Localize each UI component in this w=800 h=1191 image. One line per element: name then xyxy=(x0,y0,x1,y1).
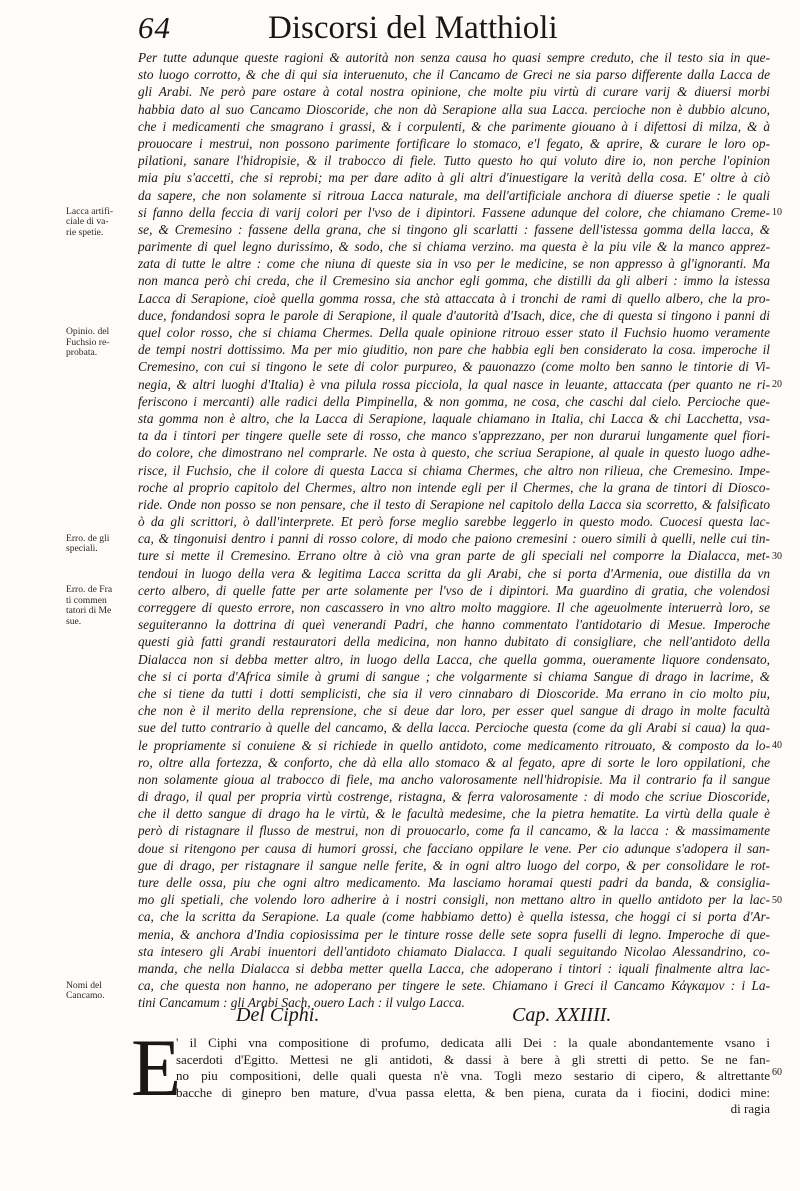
text-line: che i medicamenti che smagrano i grassi, & i corpulenti, & che parimente giouano à i difettosi di milza, & à xyxy=(138,118,770,134)
margin-note xyxy=(66,207,128,239)
margin-note-line: ti commen xyxy=(66,594,107,606)
margin-note-line: Erro. de gli xyxy=(66,532,110,544)
text-line: ride. Onde non posso se non pensare, che il testo di Serapione nel capitolo della Lacca sia scorretto, & falsificato xyxy=(138,496,770,512)
text-line: mo gli spetiali, che volendo loro adherire à i nostri consigli, non mettano altro in quello antidoto per la lac- xyxy=(138,892,770,908)
text-line: sta intesero gli Arabi inuentori dell'antidoto chiamato Dialacca. I quali seguitando Nicolao Alessandrino, co- xyxy=(138,943,770,959)
page-header xyxy=(138,10,778,50)
margin-note xyxy=(66,534,128,555)
text-line: duce, fondandosi sopra le parole di Serapione, il quale d'autorità d'Isach, dice, che di questa si tingono i panni di xyxy=(138,307,770,323)
margin-note xyxy=(66,327,128,359)
text-line: manda, che nella Dialacca si debba metter quella Lacca, che adoperano i tintori : iquali finalmente altra lac- xyxy=(138,960,770,976)
text-line: negia, & altri luoghi d'Italia) è vna pilula rossa picciola, la qual nasce in leuante, attaccata (per quanto ne ri- xyxy=(138,376,770,392)
margin-note-line: Lacca artifi- xyxy=(66,205,114,217)
chapter-heading xyxy=(236,1004,696,1034)
text-line: questi già fatti grandi restauratori della medicina, non hanno dubitato di consigliare, che nell'antidoto della xyxy=(138,634,770,650)
margin-note-line: Erro. de Fra xyxy=(66,584,113,596)
text-line: che il detto sangue di drago ha le virtù, & le facultà medesime, che la pietra hematite. La virtù della quale è xyxy=(138,806,770,822)
margin-note-line: Opinio. del xyxy=(66,326,110,338)
text-line: do colore, che dimostrano nel comprarle. Ne osta à questo, che scriua Serapione, al quale in questo luogo adhe- xyxy=(138,445,770,461)
margin-note-line: ciale di va- xyxy=(66,216,109,228)
chapter-text-line: sacerdoti d'Egitto. Mettesi ne gli antidoti, & dassi à bere à gli stretti di petto. Se ne fan- xyxy=(176,1051,770,1067)
text-line: ca, che la scritta da Serapione. La quale (come habbiamo detto) è quella istessa, che hoggi ci si porta d'Ar- xyxy=(138,909,770,925)
text-line: non solamente gioua al trabocco di fiele, ma ancho valorosamente nell'hidropisie. Ma il contrario fa il sangue xyxy=(138,771,770,787)
text-line: doue si ritengono per causa di humori grossi, che facciano oppilare le vene. Per cio adunque s'adopera il san- xyxy=(138,840,770,856)
text-line: sto luogo corrotto, & che di qui sia interuenuto, che il Cancamo de Greci ne sia parso differente dalla Lacca de xyxy=(138,67,770,83)
margin-note-line: Cancamo. xyxy=(66,990,105,1002)
text-line: zata di tutte le altre : come che niuna di queste sia in vso per le medicine, se non appresso à gl'ignoranti. Ma xyxy=(138,256,770,272)
text-line: ca, & tingonuisi dentro i panni di rosso colore, di modo che paiono cremesini : ouero simili à quelli, nelle cui tin- xyxy=(138,531,770,547)
line-number: 60 xyxy=(772,1067,782,1078)
text-line: Per tutte adunque queste ragioni & autorità non senza causa ho quasi sempre creduto, che il testo sia in que- xyxy=(138,50,770,65)
margin-note-line: speciali. xyxy=(66,543,98,555)
margin-note xyxy=(66,585,128,627)
text-line: di drago, il qual per propria virtù costrenge, ristagna, & ferra valorosamente : di modo che scriue Dioscoride, xyxy=(138,789,770,805)
margin-note xyxy=(66,981,128,1002)
chapter-text-line: ' il Ciphi vna compositione di profumo, dedicata alli Dei : la quale abondantemente vsano i xyxy=(176,1035,770,1050)
text-line: feriscono i mercanti) alle radici della Pimpinella, & non gomma, ne cosa, che caschi dal cielo. Percioche que- xyxy=(138,393,770,409)
text-line: tendoui in luogo della vera & legitima Lacca scritta da gli Arabi, che si porta d'Armenia, oue distilla da vn xyxy=(138,565,770,581)
chapter-text-block xyxy=(176,1035,770,1118)
chapter-text-line: bacche di ginepro ben mature, d'vua passa eletta, & ben piena, curata da i fiocini, dodici mine: xyxy=(176,1084,770,1100)
text-line: correggere di questo errore, non cascassero in vno altro molto maggiore. Il che ageuolmente interuerrà loro, se xyxy=(138,600,770,615)
margin-note-line: Fuchsio re- xyxy=(66,336,110,348)
text-line: habbia dato al suo Cancamo Dioscoride, che non dà Serapione alla sua Lacca. percioche non è dubbio alcuno, xyxy=(138,101,770,117)
margin-note-line: tatori di Me xyxy=(66,605,112,617)
text-line: che si ci porta d'Africa simile à grumi di sangue ; che volgarmente si chiama Sangue di drago in lacrime, & xyxy=(138,668,770,684)
text-line: ta da i tintori per tingere quelle sete di rosso, che manco s'apprezzano, per non durarui lungamente quel fiori- xyxy=(138,428,770,444)
line-number: 20 xyxy=(772,378,782,390)
text-line: prouocare i mestrui, non possono parimente fortificare lo stomaco, e'l fegato, & aprire, & curare le loro op- xyxy=(138,135,770,151)
text-line: mia piu s'accetti, che si reprobi; ma per dare adito à gli altri d'inuestigare la verità della cosa. E' oltre à ciò xyxy=(138,170,770,186)
line-number: 50 xyxy=(772,894,782,906)
line-number: 40 xyxy=(772,740,782,751)
margin-note-line: Nomi del xyxy=(66,979,102,991)
text-line: seguiteranno la dottrina di queì venerandi Padri, che hanno commentato l'antidotario di Mesue. Imperoche xyxy=(138,617,770,633)
text-line: tini Cancamum : gli Arabi Sach, ouero Lach : il vulgo Lacca. xyxy=(138,995,465,1011)
text-line: sta gomma non è altro, che la Lacca di Serapione, laquale chiamano in Italia, chi Lacca & chi Lacchetta, vsa- xyxy=(138,410,770,426)
margin-note-line: probata. xyxy=(66,347,98,359)
chapter-number: Cap. XXIIII. xyxy=(512,1004,612,1026)
text-line: certo albero, di quelle fatte per arte solamente per l'vso de i dipintori. Ma guardino di gratia, che volendosi xyxy=(138,582,770,598)
chapter-title: Del Ciphi. xyxy=(236,1004,320,1026)
text-line: Cremesino, con cui si tingono le sete di color purpureo, & pauonazzo (come molto ben sanno le tintorie di Vi- xyxy=(138,359,770,375)
text-line: non manca però chi creda, che il Cremesino sia anchor egli gomma, che distilli da gli alberi : immo la istessa xyxy=(138,273,770,289)
text-line: sue del tutto contrario à quelle del cancamo, & della lacca. Percioche questa (come da gli Arabi si caua) la qua- xyxy=(138,720,770,736)
text-line: ro, oltre alla fortezza, & conforto, che dà ella allo stomaco & al fegato, apre di sorte le loro oppilationi, che xyxy=(138,754,770,770)
running-head: Discorsi del Matthioli xyxy=(268,10,558,46)
text-line: ca, che questa non hanno, ne adoperano per tingere le sete. Chiamano i Greci il Cancamo Κάγκαμον : i La- xyxy=(138,978,770,994)
text-line: Dialacca non si debba metter altro, in luogo della Lacca, che quella gomma, oueramente liquore condensato, xyxy=(138,651,770,667)
text-line: che non è il merito della reprensione, che si deue dar loro, per esser quel sangue di drago in molte facultà xyxy=(138,703,770,719)
text-line: menia, & anchora d'India copiosissima per le tinture rosse delle sete sopra fuselli di legno. Imperoche di que- xyxy=(138,926,770,942)
text-line: de tempi nostri dottissimo. Ma per mio giuditio, non pare che habbia egli ben considerato la cosa. imperoche il xyxy=(138,342,770,358)
line-number: 30 xyxy=(772,550,782,562)
text-line: quel color rosso, che si chiama Chermes. Della quale opinione ritrouo esser stato il Fuchsio huomo veramente xyxy=(138,325,770,340)
text-line: ture si mette il Cremesino. Errano oltre à ciò vna gran parte de gli speciali nel comporre la Dialacca, met- xyxy=(138,548,770,564)
text-line: risce, il Fuchsio, che il colore di questa Lacca si chiama Chermes, che altro non rilieua, che Cremesino. Impe- xyxy=(138,462,770,478)
text-line: se, & Cremesino : fassene della grana, che si tingono gli scarlatti : fassene dell'istessa gomma della lacca, & xyxy=(138,221,770,237)
text-line: da sapere, che non solamente si ritroua Lacca naturale, ma dell'artificiale anchora di diuerse spetie : le quali xyxy=(138,187,770,203)
text-line: che si tiene da tutti i dotti semplicisti, che sia il vero cinnabaro di Dioscoride. Ma errano in cio molto piu, xyxy=(138,685,770,701)
text-line: però di ristagnare il flusso de mestrui, non di prouocarlo, come fa il cancamo, & la lacca : & massimamente xyxy=(138,823,770,839)
margin-note-line: rie spetie. xyxy=(66,226,104,238)
text-line: gue di drago, per ristagnare il sangue nelle ferite, & in ogni altro luogo del corpo, & per consolidare le rot- xyxy=(138,857,770,873)
line-number: 10 xyxy=(772,206,782,218)
text-line: parimente di quel legno durissimo, & sodo, che si chiama verzino. ma questa è la piu vile & la manco apprez- xyxy=(138,239,770,255)
text-line: si fanno della feccia di varij colori per l'vso de i dipintori. Fassene adunque del colore, che chiamano Creme- xyxy=(138,204,770,220)
text-line: ture delle ossa, piu che ogni altro medicamento. Ma lasciamo horamai questi padri da banda, & consiglia- xyxy=(138,875,770,890)
text-line: pilationi, sanare l'hidropisie, & il trabocco di fiele. Tutto questo ho qui voluto dire io, non perche l'opinion xyxy=(138,153,770,169)
text-line: gli Arabi. Ne però pare ostare à cotal nostra opinione, che molte piu virtù di curare varij & diuersi morbi xyxy=(138,84,770,100)
text-line: ò da gli scrittori, ò dall'interprete. Et però forse meglio sarebbe leggerlo in questo modo. Cuocesi questa lac- xyxy=(138,514,770,530)
page-number: 64 xyxy=(138,10,171,45)
chapter-text-line: di ragia xyxy=(730,1101,770,1117)
text-line: roche al proprio capitolo del Chermes, altro non intende egli per il Chermes, che la grana de tintori di Diosco- xyxy=(138,479,770,495)
chapter-text-line: no piu compositioni, delle quali questa n'è vna. Togli mezo sestario di cipero, & altrettante xyxy=(176,1068,770,1084)
main-text-block xyxy=(138,49,770,1012)
margin-note-line: sue. xyxy=(66,615,82,627)
drop-cap-initial: E xyxy=(131,1022,182,1113)
text-line: le propriamente si conuiene & si richiede in quello antidoto, come medicamento ritrouato, & composto da lo- xyxy=(138,737,770,753)
text-line: Lacca di Serapione, cioè quella gomma rossa, che stà attaccata à i tronchi de rami di quello albero, che la pro- xyxy=(138,290,770,306)
